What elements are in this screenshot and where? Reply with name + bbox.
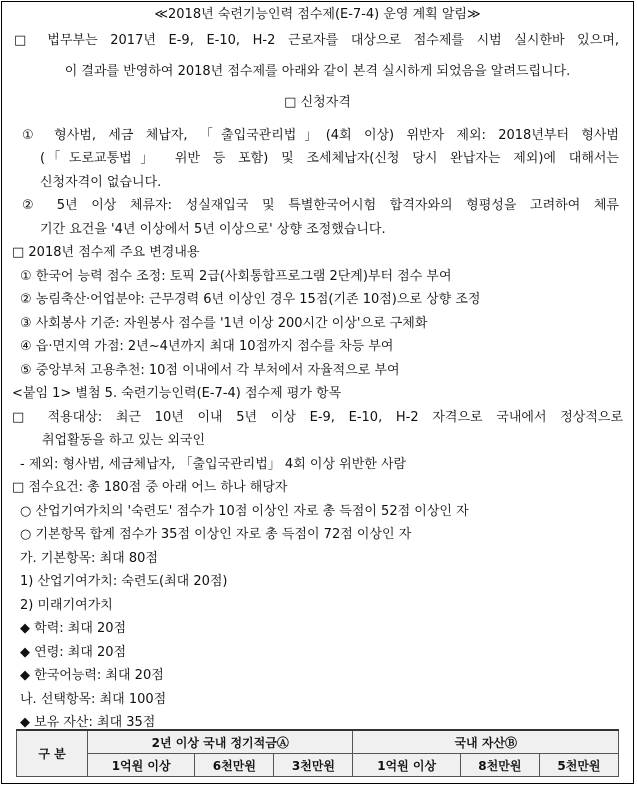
requirement-item-1: ○ 산업기여가치의 '숙련도' 점수가 10점 이상인 자로 총 득점이 52점 이상인 자	[20, 503, 469, 519]
target-line-2: 취업활동을 하고 있는 외국인	[42, 433, 206, 448]
table-group-savings: 2년 이상 국내 정기적금Ⓐ	[88, 730, 353, 754]
table-col-savings-2: 6천만원	[195, 754, 274, 777]
requirement-heading: □ 점수요건: 총 180점 중 아래 어느 하나 해당자	[12, 480, 288, 495]
future-contribution: 2) 미래기여가치	[20, 597, 113, 613]
eligibility-item-1-line-3: 신청자격이 없습니다.	[40, 174, 162, 190]
target-line-1: □ 적용대상: 최근 10년 이내 5년 이상 E-9, E-10, H-2 자격으로 국내에서 정상적으로	[12, 409, 623, 425]
change-item-1: ① 한국어 능력 점수 조정: 토픽 2급(사회통합프로그램 2단계)부터 점수 부여	[20, 268, 452, 284]
industrial-contribution: 1) 산업기여가치: 숙련도(최대 20점)	[20, 574, 228, 589]
table-group-assets: 국내 자산Ⓑ	[353, 730, 619, 754]
table-col-assets-1: 1억원 이상	[353, 754, 460, 777]
eligibility-heading: □ 신청자격	[284, 95, 351, 110]
intro-line-1: □ 법무부는 2017년 E-9, E-10, H-2 근로자를 대상으로 점수제를 시범 실시한바 있으며,	[14, 33, 619, 48]
basic-items-heading: 가. 기본항목: 최대 80점	[20, 550, 158, 566]
table-col-savings-1: 1억원 이상	[88, 754, 195, 777]
changes-heading: □ 2018년 점수제 주요 변경내용	[12, 245, 200, 260]
change-item-2: ② 농림축산·어업분야: 근무경력 6년 이상인 경우 15점(기존 10점)으로 상향 조정	[20, 292, 481, 307]
change-item-5: ⑤ 중앙부처 고용추천: 10점 이내에서 각 부처에서 자율적으로 부여	[20, 362, 400, 378]
document-title: ≪2018년 숙련기능인력 점수제(E-7-4) 운영 계획 알림≫	[154, 7, 481, 22]
optional-items-heading: 나. 선택항목: 최대 100점	[20, 691, 167, 707]
eligibility-item-1-line-1: ① 형사범, 세금 체납자, 「출입국관리법」(4회 이상) 위반자 제외: 2018년부터 형사범	[22, 127, 619, 143]
eligibility-item-1-line-2: (「도로교통법」 위반 등 포함) 및 조세체납자(신청 당시 완납자는 제외)에 대해서는	[40, 151, 619, 166]
change-item-4: ④ 읍·면지역 가점: 2년~4년까지 최대 10점까지 점수를 차등 부여	[20, 339, 394, 354]
future-item-age: ◆ 연령: 최대 20점	[20, 644, 127, 660]
eligibility-item-2-line-1: ② 5년 이상 체류자: 성실재입국 및 특별한국어시험 합격자와의 형평성을 고려하여 체류	[22, 198, 619, 213]
table-col-assets-3: 5천만원	[539, 754, 618, 777]
asset-score-table	[16, 729, 619, 777]
change-item-3: ③ 사회봉사 기준: 자원봉사 점수를 '1년 이상 200시간 이상'으로 구체화	[20, 315, 428, 331]
future-item-korean: ◆ 한국어능력: 최대 20점	[20, 668, 164, 683]
assets-item: ◆ 보유 자산: 최대 35점	[20, 715, 156, 730]
future-item-education: ◆ 학력: 최대 20점	[20, 621, 127, 636]
eligibility-item-2-line-2: 기간 요건을 '4년 이상에서 5년 이상으로' 상향 조정했습니다.	[40, 221, 386, 237]
attachment-heading: <붙임 1> 별첨 5. 숙련기능인력(E-7-4) 점수제 평가 항목	[12, 386, 342, 401]
requirement-item-2: ○ 기본항목 합계 점수가 35점 이상인 자로 총 득점이 72점 이상인 자	[20, 527, 412, 542]
table-col-savings-3: 3천만원	[274, 754, 353, 777]
notice-document	[1, 1, 634, 784]
exclusion-line: - 제외: 형사범, 세금체납자, 「출입국관리법」 4회 이상 위반한 사람	[20, 456, 407, 472]
intro-line-2: 이 결과를 반영하여 2018년 점수제를 아래와 같이 본격 실시하게 되었음을 알려드립니다.	[64, 63, 571, 79]
table-gubun-header: 구 분	[17, 730, 88, 777]
table-col-assets-2: 8천만원	[460, 754, 539, 777]
